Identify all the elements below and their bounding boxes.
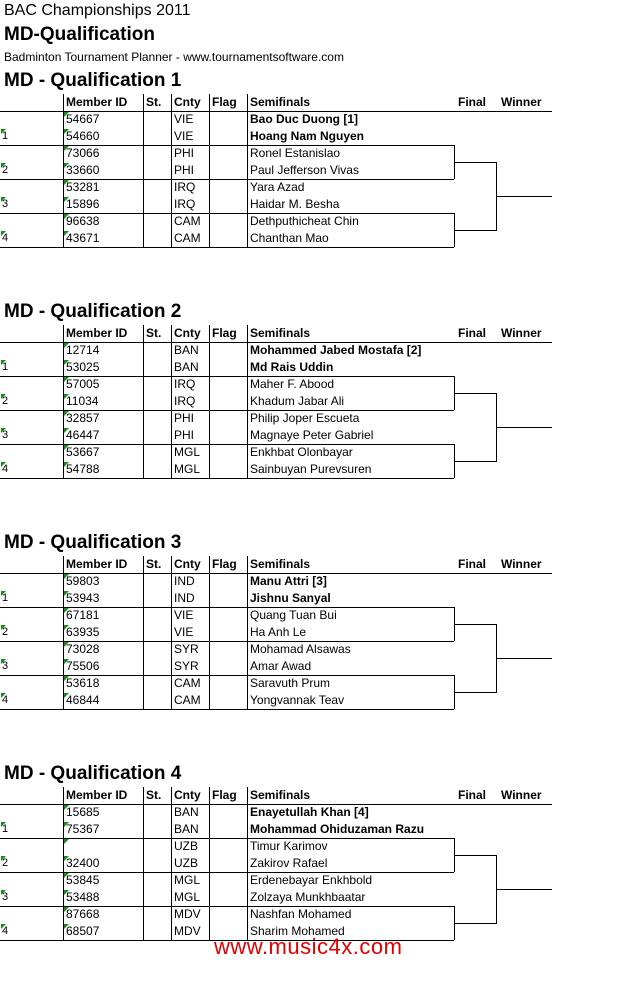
green-marker-icon <box>1 462 6 467</box>
section-title: MD - Qualification 4 <box>4 763 182 784</box>
player-name: Nashfan Mohamed <box>250 907 352 921</box>
member-id: 87668 <box>66 907 100 921</box>
player-name: Enayetullah Khan [4] <box>250 805 369 819</box>
country-code: CAM <box>174 214 201 228</box>
bracket-line <box>454 162 497 163</box>
pair-seed: 2 <box>2 164 9 176</box>
country-code: IND <box>174 574 195 588</box>
col-header-cnty: Cnty <box>174 326 201 340</box>
bracket-winner-line <box>496 196 552 197</box>
player-name: Khadum Jabar Ali <box>250 394 345 408</box>
pair-rule <box>0 247 247 248</box>
pair-seed: 3 <box>2 198 9 210</box>
pair-seed: 1 <box>2 361 9 373</box>
country-code: CAM <box>174 231 201 245</box>
col-header-semifinals: Semifinals <box>250 95 311 109</box>
pair-rule-left <box>0 111 63 112</box>
member-id: 73066 <box>66 146 100 160</box>
player-name: Yara Azad <box>250 180 305 194</box>
country-code: IRQ <box>174 377 196 391</box>
country-code: MGL <box>174 890 201 904</box>
col-header-winner: Winner <box>501 326 542 340</box>
pair-rule <box>0 940 247 941</box>
player-name: Quang Tuan Bui <box>250 608 337 622</box>
player-name: Philip Joper Escueta <box>250 411 360 425</box>
col-header-flag: Flag <box>212 95 237 109</box>
bracket-line <box>454 923 497 924</box>
country-code: VIE <box>174 625 194 639</box>
draw-section <box>0 301 642 531</box>
event-title: MD-Qualification <box>4 24 155 45</box>
pair-rule-left <box>0 213 63 214</box>
member-id: 53667 <box>66 445 100 459</box>
country-code: VIE <box>174 129 194 143</box>
bracket-line <box>454 230 497 231</box>
col-header-semifinals: Semifinals <box>250 788 311 802</box>
green-marker-icon <box>1 693 6 698</box>
bracket-line <box>454 461 497 462</box>
member-id: 33660 <box>66 163 100 177</box>
grid-vline <box>209 325 210 478</box>
green-marker-icon <box>1 890 6 895</box>
player-name: Sainbuyan Purevsuren <box>250 462 372 476</box>
section-title: MD - Qualification 2 <box>4 301 182 322</box>
grid-vline <box>247 787 248 940</box>
col-header-winner: Winner <box>501 788 542 802</box>
member-id: 43671 <box>66 231 100 245</box>
country-code: SYR <box>174 642 199 656</box>
planner-credit: Badminton Tournament Planner - www.tournamentsoftware.com <box>4 50 344 64</box>
player-name: Amar Awad <box>250 659 312 673</box>
country-code: MGL <box>174 462 201 476</box>
member-id: 32857 <box>66 411 100 425</box>
country-code: CAM <box>174 693 201 707</box>
member-id: 73028 <box>66 642 100 656</box>
grid-vline <box>143 787 144 940</box>
player-name: Bao Duc Duong [1] <box>250 112 358 126</box>
bracket-winner-line <box>496 427 552 428</box>
member-id: 46844 <box>66 693 100 707</box>
country-code: MDV <box>174 924 201 938</box>
grid-vline <box>143 94 144 247</box>
country-code: IRQ <box>174 197 196 211</box>
grid-vline <box>143 325 144 478</box>
pair-rule-left <box>0 872 63 873</box>
green-marker-icon <box>1 360 6 365</box>
green-marker-icon <box>1 129 6 134</box>
col-header-st: St. <box>146 788 162 802</box>
player-name: Enkhbat Olonbayar <box>250 445 353 459</box>
member-id: 54788 <box>66 462 100 476</box>
green-marker-icon <box>1 163 6 168</box>
country-code: UZB <box>174 839 198 853</box>
player-name: Timur Karimov <box>250 839 328 853</box>
player-name: Paul Jefferson Vivas <box>250 163 359 177</box>
grid-vline <box>171 325 172 478</box>
pair-seed: 2 <box>2 395 9 407</box>
semi-box-mid2 <box>247 444 454 445</box>
player-name: Md Rais Uddin <box>250 360 334 374</box>
green-marker-icon <box>1 822 6 827</box>
green-marker-icon <box>1 197 6 202</box>
semi-box-mid2 <box>247 213 454 214</box>
country-code: UZB <box>174 856 198 870</box>
green-marker-icon <box>1 428 6 433</box>
member-id: 59803 <box>66 574 100 588</box>
pair-seed: 1 <box>2 592 9 604</box>
col-header-cnty: Cnty <box>174 557 201 571</box>
pair-rule-left <box>0 444 63 445</box>
player-name: Haidar M. Besha <box>250 197 340 211</box>
col-header-winner: Winner <box>501 557 542 571</box>
bracket-line <box>454 855 497 856</box>
semi-box-mid <box>247 872 454 873</box>
green-marker-icon <box>64 839 69 844</box>
player-name: Erdenebayar Enkhbold <box>250 873 373 887</box>
player-name: Jishnu Sanyal <box>250 591 331 605</box>
grid-vline <box>209 556 210 709</box>
member-id: 54660 <box>66 129 100 143</box>
country-code: PHI <box>174 428 195 442</box>
col-header-st: St. <box>146 95 162 109</box>
grid-vline <box>247 556 248 709</box>
semi-box-bottom <box>247 709 454 710</box>
green-marker-icon <box>1 231 6 236</box>
pair-seed: 4 <box>2 463 9 475</box>
member-id: 53025 <box>66 360 100 374</box>
pair-seed: 1 <box>2 130 9 142</box>
col-header-member-id: Member ID <box>66 95 128 109</box>
player-name: Maher F. Abood <box>250 377 335 391</box>
green-marker-icon <box>1 924 6 929</box>
col-header-semifinals: Semifinals <box>250 326 311 340</box>
pair-rule-left <box>0 145 63 146</box>
country-code: VIE <box>174 112 194 126</box>
player-name: Hoang Nam Nguyen <box>250 129 365 143</box>
semi-box-mid <box>247 179 454 180</box>
member-id: 32400 <box>66 856 100 870</box>
col-header-flag: Flag <box>212 557 237 571</box>
player-name: Saravuth Prum <box>250 676 331 690</box>
pair-rule-left <box>0 838 63 839</box>
country-code: BAN <box>174 822 199 836</box>
member-id: 53845 <box>66 873 100 887</box>
pair-seed: 4 <box>2 694 9 706</box>
green-marker-icon <box>1 625 6 630</box>
bracket-winner-line <box>496 889 552 890</box>
semi-box-bottom <box>247 478 454 479</box>
grid-vline <box>247 325 248 478</box>
member-id: 11034 <box>66 394 99 408</box>
col-header-member-id: Member ID <box>66 788 128 802</box>
grid-vline <box>171 94 172 247</box>
country-code: MDV <box>174 907 201 921</box>
country-code: IND <box>174 591 195 605</box>
section-title: MD - Qualification 1 <box>4 70 182 91</box>
pair-rule-left <box>0 342 63 343</box>
semi-box-mid2 <box>247 906 454 907</box>
player-name: Chanthan Mao <box>250 231 329 245</box>
semi-box-mid2 <box>247 675 454 676</box>
col-header-flag: Flag <box>212 788 237 802</box>
pair-rule <box>0 478 247 479</box>
pair-seed: 2 <box>2 857 9 869</box>
pair-seed: 1 <box>2 823 9 835</box>
country-code: IRQ <box>174 180 196 194</box>
player-name: Yongvannak Teav <box>250 693 345 707</box>
player-name: Zakirov Rafael <box>250 856 328 870</box>
bracket-winner-line <box>496 658 552 659</box>
col-header-cnty: Cnty <box>174 788 201 802</box>
draw-section <box>0 532 642 762</box>
pair-rule-left <box>0 376 63 377</box>
country-code: PHI <box>174 163 195 177</box>
member-id: 67181 <box>66 608 100 622</box>
player-name: Ha Anh Le <box>250 625 307 639</box>
col-header-semifinals: Semifinals <box>250 557 311 571</box>
country-code: PHI <box>174 411 195 425</box>
member-id: 15685 <box>66 805 100 819</box>
member-id: 53281 <box>66 180 100 194</box>
country-code: BAN <box>174 343 199 357</box>
grid-vline <box>247 94 248 247</box>
watermark: www.music4x.com <box>214 934 403 959</box>
green-marker-icon <box>1 659 6 664</box>
player-name: Manu Attri [3] <box>250 574 327 588</box>
member-id: 75367 <box>66 822 100 836</box>
grid-vline <box>143 556 144 709</box>
pair-rule <box>0 709 247 710</box>
pair-rule-left <box>0 179 63 180</box>
player-name: Sharim Mohamed <box>250 924 345 938</box>
country-code: MGL <box>174 873 201 887</box>
col-header-final: Final <box>458 788 487 802</box>
country-code: SYR <box>174 659 199 673</box>
grid-vline <box>209 94 210 247</box>
member-id: 12714 <box>66 343 100 357</box>
pair-seed: 2 <box>2 626 9 638</box>
country-code: PHI <box>174 146 195 160</box>
member-id: 46447 <box>66 428 100 442</box>
member-id: 53488 <box>66 890 100 904</box>
semi-box-top <box>247 376 454 377</box>
green-marker-icon <box>1 856 6 861</box>
player-name: Magnaye Peter Gabriel <box>250 428 374 442</box>
semi-box-top <box>247 838 454 839</box>
pair-rule-left <box>0 804 63 805</box>
col-header-flag: Flag <box>212 326 237 340</box>
player-name: Mohamad Alsawas <box>250 642 351 656</box>
member-id: 53618 <box>66 676 100 690</box>
player-name: Zolzaya Munkhbaatar <box>250 890 366 904</box>
pair-seed: 3 <box>2 429 9 441</box>
member-id: 96638 <box>66 214 100 228</box>
country-code: VIE <box>174 608 194 622</box>
pair-rule-left <box>0 675 63 676</box>
green-marker-icon <box>1 591 6 596</box>
bracket-line <box>454 624 497 625</box>
semi-box-top <box>247 607 454 608</box>
semi-box-bottom <box>247 247 454 248</box>
col-header-final: Final <box>458 95 487 109</box>
tournament-title: BAC Championships 2011 <box>4 2 191 19</box>
pair-seed: 4 <box>2 925 9 937</box>
pair-rule-left <box>0 641 63 642</box>
member-id: 63935 <box>66 625 100 639</box>
member-id: 53943 <box>66 591 100 605</box>
semi-box-mid <box>247 410 454 411</box>
member-id: 57005 <box>66 377 100 391</box>
grid-vline <box>209 787 210 940</box>
bracket-line <box>454 692 497 693</box>
player-name: Mohammad Ohiduzaman Razu <box>250 822 425 836</box>
country-code: CAM <box>174 676 201 690</box>
pair-seed: 4 <box>2 232 9 244</box>
col-header-final: Final <box>458 326 487 340</box>
pair-rule-left <box>0 573 63 574</box>
member-id: 54667 <box>66 112 100 126</box>
pair-rule-left <box>0 607 63 608</box>
semi-box-mid <box>247 641 454 642</box>
bracket-line <box>454 393 497 394</box>
col-header-final: Final <box>458 557 487 571</box>
section-title: MD - Qualification 3 <box>4 532 182 553</box>
col-header-member-id: Member ID <box>66 557 128 571</box>
green-marker-icon <box>1 394 6 399</box>
col-header-member-id: Member ID <box>66 326 128 340</box>
pair-rule-left <box>0 410 63 411</box>
member-id: 75506 <box>66 659 100 673</box>
pair-seed: 3 <box>2 891 9 903</box>
col-header-st: St. <box>146 557 162 571</box>
col-header-winner: Winner <box>501 95 542 109</box>
grid-vline <box>171 787 172 940</box>
grid-vline <box>171 556 172 709</box>
col-header-st: St. <box>146 326 162 340</box>
country-code: BAN <box>174 360 199 374</box>
pair-seed: 3 <box>2 660 9 672</box>
member-id: 68507 <box>66 924 100 938</box>
semi-box-top <box>247 145 454 146</box>
country-code: IRQ <box>174 394 196 408</box>
player-name: Dethputhicheat Chin <box>250 214 359 228</box>
member-id: 15896 <box>66 197 100 211</box>
country-code: MGL <box>174 445 201 459</box>
col-header-cnty: Cnty <box>174 95 201 109</box>
pair-rule-left <box>0 906 63 907</box>
draw-section <box>0 70 642 300</box>
country-code: BAN <box>174 805 199 819</box>
player-name: Ronel Estanislao <box>250 146 341 160</box>
player-name: Mohammed Jabed Mostafa [2] <box>250 343 422 357</box>
